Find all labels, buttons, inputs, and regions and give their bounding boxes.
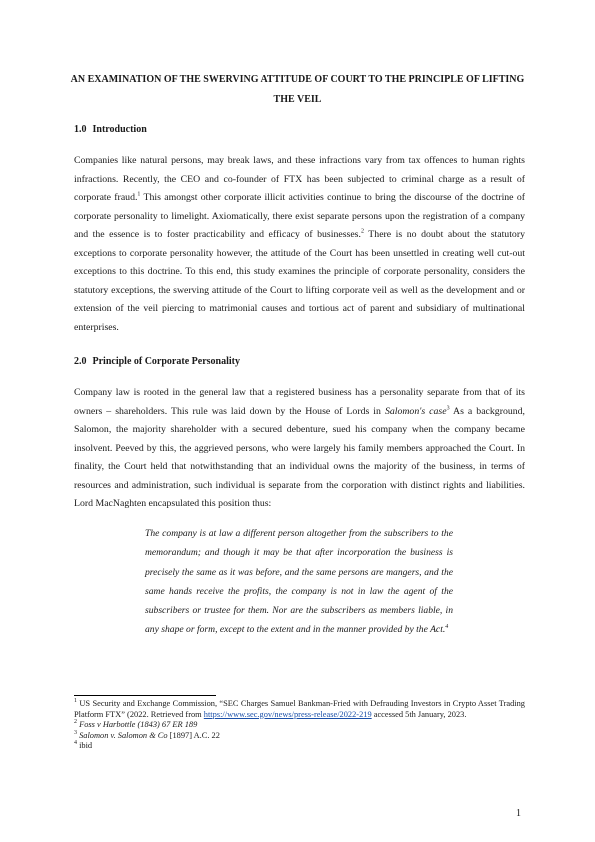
footnote-number: 3 — [74, 729, 77, 736]
corporate-personality-paragraph — [74, 384, 525, 514]
footnote-1 — [74, 699, 525, 720]
footnote-3 — [74, 731, 525, 742]
introduction-paragraph — [74, 152, 525, 337]
footnote-number: 2 — [74, 719, 77, 726]
section-heading-corporate-personality — [74, 355, 240, 369]
block-quote — [145, 524, 453, 640]
footnotes — [74, 699, 525, 752]
section-title: Introduction — [92, 124, 147, 135]
footnote-text: ibid — [77, 741, 93, 750]
paragraph-text: Companies like natural persons, may break laws, and these infractions vary from tax offences to human rights infractions. Recently, the CEO and co-founder of FTX has been subjected to criminal charge as a result of corporate fraud. — [74, 155, 525, 203]
footnote-text: US Security and Exchange Commission, “SEC Charges Samuel Bankman-Fried with Defrauding Investors in Crypto Asset Trading Platform FTX” (2022. Retrieved from — [74, 699, 525, 719]
footnote-link[interactable]: https://www.sec.gov/news/press-release/2022-219 — [203, 709, 372, 719]
footnote-case: Foss v Harbottle (1843) 67 ER 189 — [79, 720, 198, 729]
section-number: 1.0 — [74, 124, 87, 135]
case-name: Salomon's case — [384, 405, 447, 417]
paragraph-text: Company law is rooted in the general law that a registered business has a personality separate from that of its owners – shareholders. This rule was laid down by the House of Lords in — [74, 387, 525, 417]
footnote-ref[interactable]: 4 — [445, 624, 449, 631]
footnote-case: Salomon v. Salomon & Co — [79, 730, 168, 740]
footnote-ref[interactable]: 3 — [446, 405, 450, 412]
paragraph-text: This amongst other corporate illicit activities continue to bring the discourse of the doctrine of corporate personality to limelight. Axiomatically, there exist separate persons upon the registration of a company and the essence is to foster practicability and efficacy of businesses. — [74, 192, 525, 240]
footnote-4 — [74, 741, 525, 752]
footnote-text: accessed 5th January, 2023. — [371, 709, 467, 719]
footnote-text: [1897] A.C. 22 — [167, 730, 220, 740]
footnote-ref[interactable]: 1 — [137, 191, 141, 198]
section-title: Principle of Corporate Personality — [92, 356, 240, 367]
footnote-number: 1 — [74, 698, 77, 705]
page-number: 1 — [516, 808, 521, 819]
section-number: 2.0 — [74, 356, 87, 367]
section-heading-introduction — [74, 123, 147, 137]
paragraph-text: As a background, Salomon, the majority shareholder with a secured debenture, sued his company when the company became insolvent. Peeved by this, the aggrieved persons, who were largely his family members approached the Court. In finality, the Court held that notwithstanding that an individual owns the majority of the business, in terms of resources and administration, such individual is separate from the corporation with distinct rights and liabilities. Lord MacNaghten encapsulated this position thus: — [74, 405, 525, 509]
footnote-ref[interactable]: 2 — [360, 228, 364, 235]
footnote-number: 4 — [74, 740, 77, 747]
document-title: AN EXAMINATION OF THE SWERVING ATTITUDE OF COURT TO THE PRINCIPLE OF LIFTING THE VEIL — [70, 74, 525, 105]
quote-text: The company is at law a different person altogether from the subscribers to the memorandum; and though it may be that after incorporation the business is precisely the same as it was before, and the same persons are mangers, and the same hands receive the profits, the company is not in law the agent of the subscribers or trustee for them. Nor are the subscribers as members liable, in any shape or form, except to the extent and in the manner provided by the Act. — [145, 528, 453, 636]
footnote-separator — [74, 695, 216, 696]
footnote-2 — [74, 720, 525, 731]
paragraph-text: There is no doubt about the statutory exceptions to corporate personality however, the attitude of the Court has been unsettled in creating well cut-out exceptions to this doctrine. To this end, this study examines the principle of corporate personality, considers the statutory exceptions, the swerving attitude of the Court to lifting corporate veil as well as the development and or extension of the veil piercing to matrimonial causes and tortious act of parent and subsidiary of multinational enterprises. — [74, 229, 525, 333]
